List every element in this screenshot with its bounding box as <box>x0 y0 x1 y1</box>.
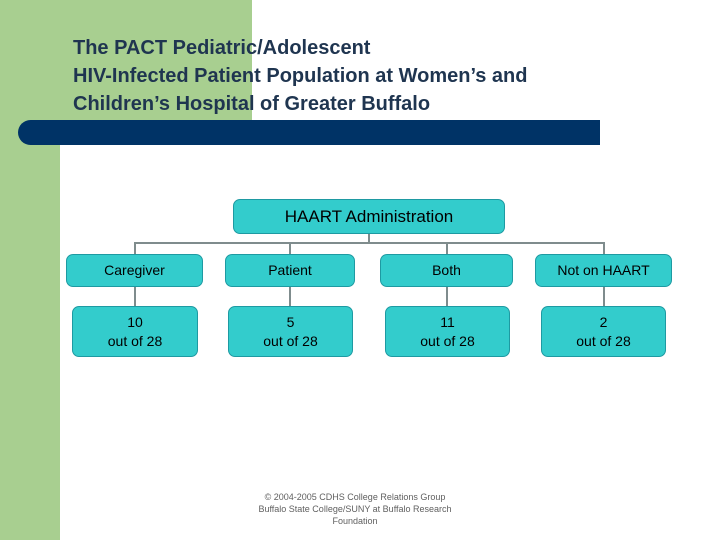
root-node-haart-administration <box>233 199 505 234</box>
left-accent-band <box>0 0 60 540</box>
connector-not-on-haart-count <box>603 286 605 306</box>
category-label: Patient <box>268 262 312 278</box>
count-total: out of 28 <box>420 332 475 349</box>
copyright-footer <box>240 491 470 527</box>
category-node-not-on-haart <box>535 254 672 287</box>
count-node-patient <box>228 306 353 357</box>
count-total: out of 28 <box>576 332 631 349</box>
count-node-both <box>385 306 510 357</box>
count-value: 2 <box>599 313 608 330</box>
category-node-patient <box>225 254 355 287</box>
footer-line-3: Foundation <box>332 516 378 526</box>
title-line-2: HIV-Infected Patient Population at Women’s and <box>73 65 528 87</box>
category-node-both <box>380 254 513 287</box>
count-total: out of 28 <box>107 332 163 349</box>
slide-title <box>73 34 693 118</box>
category-node-caregiver <box>66 254 203 287</box>
category-label: Caregiver <box>104 262 165 278</box>
connector-both-count <box>446 286 448 306</box>
category-label: Both <box>432 262 461 278</box>
footer-line-1: © 2004-2005 CDHS College Relations Group <box>264 492 446 502</box>
count-node-caregiver <box>72 306 198 357</box>
count-value: 5 <box>286 313 295 330</box>
connector-patient-count <box>289 286 291 306</box>
count-node-not-on-haart <box>541 306 666 357</box>
connector-caregiver-count <box>134 286 136 306</box>
root-node-label: HAART Administration <box>284 207 454 226</box>
footer-line-2: Buffalo State College/SUNY at Buffalo Research <box>258 504 452 514</box>
title-underline-bar <box>18 120 600 145</box>
title-line-3: Children’s Hospital of Greater Buffalo <box>73 93 431 115</box>
title-line-1: The PACT Pediatric/Adolescent <box>73 37 371 59</box>
count-value: 11 <box>440 313 455 330</box>
count-total: out of 28 <box>263 332 318 349</box>
category-label: Not on HAART <box>557 262 650 278</box>
count-value: 10 <box>127 313 143 330</box>
connector-horizontal <box>134 242 605 244</box>
